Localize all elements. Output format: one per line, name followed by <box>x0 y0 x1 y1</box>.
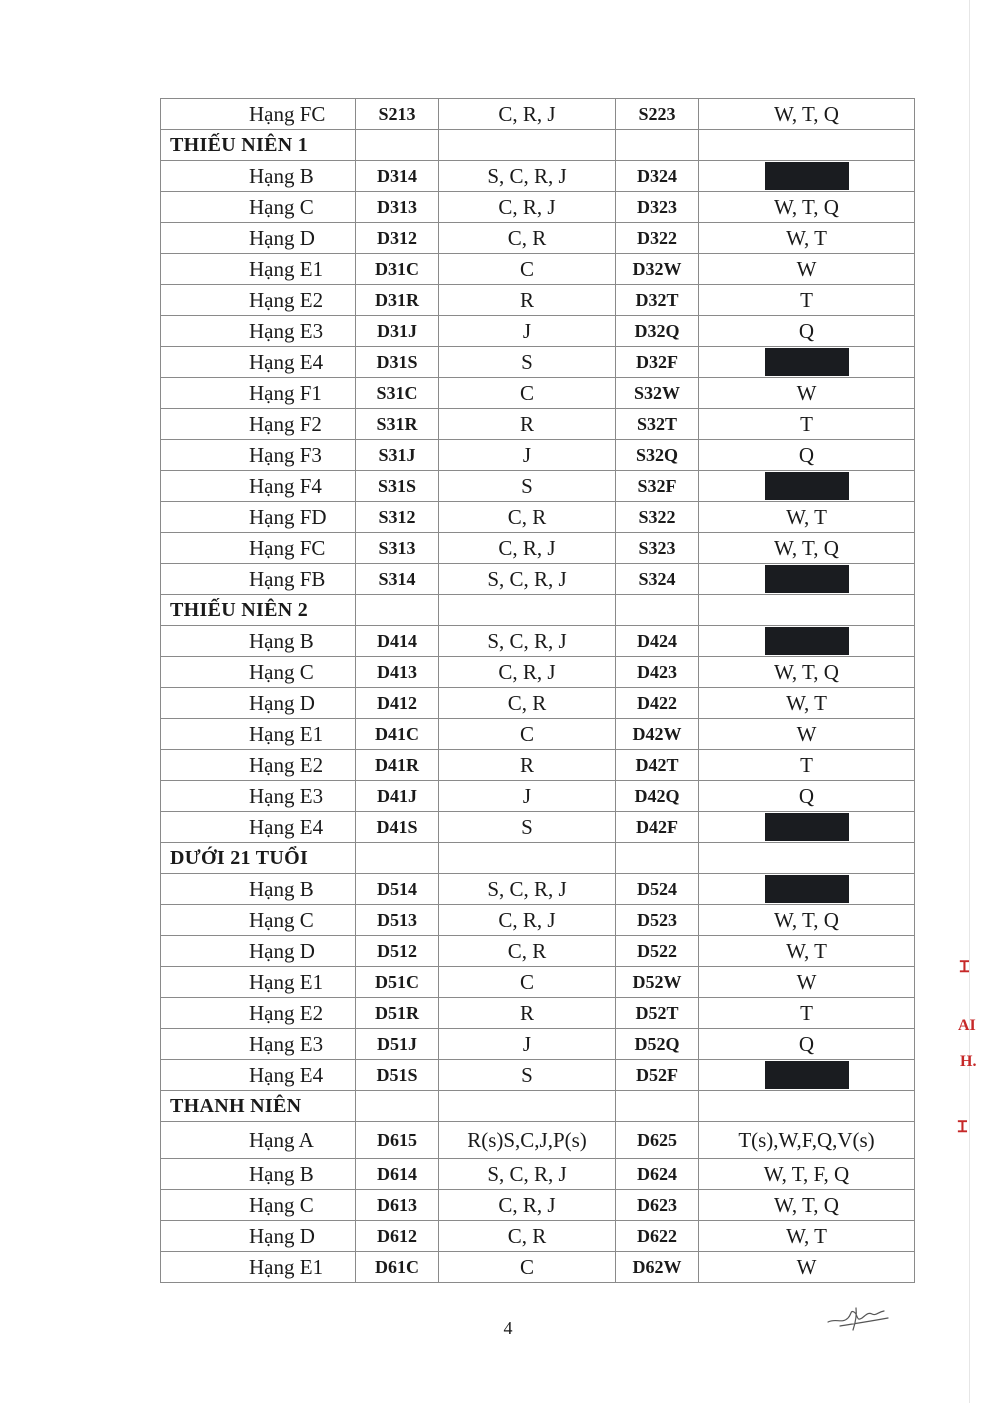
rank-cell: Hạng B <box>161 1159 356 1190</box>
rank-cell: Hạng F1 <box>161 378 356 409</box>
section-blank-events2 <box>699 843 915 874</box>
doubles-code-cell: S323 <box>616 533 699 564</box>
doubles-events-cell <box>699 874 915 905</box>
table-row <box>161 781 915 812</box>
table-row <box>161 440 915 471</box>
singles-code-cell: D41S <box>356 812 439 843</box>
doubles-events-cell <box>699 1060 915 1091</box>
table-row <box>161 688 915 719</box>
section-blank-events2 <box>699 595 915 626</box>
singles-events-cell: C, R <box>439 502 616 533</box>
singles-code-cell: S31J <box>356 440 439 471</box>
rank-cell: Hạng D <box>161 688 356 719</box>
singles-events-cell: S, C, R, J <box>439 626 616 657</box>
section-title: DƯỚI 21 TUỔI <box>161 843 356 874</box>
singles-code-cell: D51S <box>356 1060 439 1091</box>
singles-code-cell: D31S <box>356 347 439 378</box>
section-blank-code2 <box>616 1091 699 1122</box>
section-header-row <box>161 595 915 626</box>
doubles-code-cell: D422 <box>616 688 699 719</box>
singles-code-cell: D312 <box>356 223 439 254</box>
singles-events-cell: C, R, J <box>439 905 616 936</box>
singles-code-cell: D413 <box>356 657 439 688</box>
rank-cell: Hạng C <box>161 657 356 688</box>
doubles-events-cell: W, T, Q <box>699 99 915 130</box>
redaction-block <box>765 875 849 903</box>
singles-events-cell: S, C, R, J <box>439 161 616 192</box>
rank-cell: Hạng E2 <box>161 750 356 781</box>
rank-cell: Hạng E1 <box>161 1252 356 1283</box>
rank-cell: Hạng D <box>161 1221 356 1252</box>
table-row <box>161 192 915 223</box>
singles-events-cell: C, R, J <box>439 533 616 564</box>
doubles-code-cell: D624 <box>616 1159 699 1190</box>
doubles-code-cell: D622 <box>616 1221 699 1252</box>
doubles-code-cell: D324 <box>616 161 699 192</box>
singles-events-cell: R <box>439 285 616 316</box>
doubles-code-cell: S32F <box>616 471 699 502</box>
doubles-events-cell <box>699 161 915 192</box>
singles-events-cell: J <box>439 781 616 812</box>
table-row <box>161 1252 915 1283</box>
doubles-code-cell: D623 <box>616 1190 699 1221</box>
rank-cell: Hạng E4 <box>161 347 356 378</box>
rank-cell: Hạng FC <box>161 533 356 564</box>
doubles-code-cell: D52F <box>616 1060 699 1091</box>
redaction-block <box>765 813 849 841</box>
doubles-code-cell: D625 <box>616 1122 699 1159</box>
rank-cell: Hạng F2 <box>161 409 356 440</box>
rank-cell: Hạng E4 <box>161 812 356 843</box>
doubles-code-cell: D322 <box>616 223 699 254</box>
doubles-events-cell: T <box>699 285 915 316</box>
singles-code-cell: D41C <box>356 719 439 750</box>
singles-events-cell: R <box>439 750 616 781</box>
doubles-events-cell <box>699 626 915 657</box>
singles-events-cell: S <box>439 812 616 843</box>
doubles-code-cell: D52T <box>616 998 699 1029</box>
redaction-block <box>765 565 849 593</box>
singles-code-cell: S213 <box>356 99 439 130</box>
table-row <box>161 1159 915 1190</box>
section-header-row <box>161 130 915 161</box>
section-blank-code1 <box>356 595 439 626</box>
singles-code-cell: D513 <box>356 905 439 936</box>
table-row <box>161 1029 915 1060</box>
stamp-text-2: AI <box>958 1017 976 1034</box>
doubles-events-cell: W, T, Q <box>699 533 915 564</box>
doubles-events-cell: W, T <box>699 502 915 533</box>
doubles-code-cell: S322 <box>616 502 699 533</box>
singles-events-cell: S <box>439 1060 616 1091</box>
doubles-code-cell: D32Q <box>616 316 699 347</box>
singles-code-cell: S31R <box>356 409 439 440</box>
singles-events-cell: C <box>439 378 616 409</box>
table-row <box>161 378 915 409</box>
singles-events-cell: S, C, R, J <box>439 564 616 595</box>
rank-cell: Hạng D <box>161 223 356 254</box>
singles-events-cell: J <box>439 440 616 471</box>
doubles-code-cell: D42Q <box>616 781 699 812</box>
doubles-events-cell: W, T, Q <box>699 1190 915 1221</box>
singles-events-cell: C <box>439 254 616 285</box>
singles-code-cell: D41J <box>356 781 439 812</box>
doubles-code-cell: D62W <box>616 1252 699 1283</box>
singles-code-cell: D51C <box>356 967 439 998</box>
doubles-events-cell: W <box>699 967 915 998</box>
table-row <box>161 626 915 657</box>
singles-events-cell: R(s)S,C,J,P(s) <box>439 1122 616 1159</box>
section-blank-code2 <box>616 843 699 874</box>
singles-events-cell: R <box>439 998 616 1029</box>
singles-code-cell: D51R <box>356 998 439 1029</box>
doubles-code-cell: D524 <box>616 874 699 905</box>
rank-cell: Hạng D <box>161 936 356 967</box>
doubles-events-cell: W, T <box>699 936 915 967</box>
rank-cell: Hạng C <box>161 905 356 936</box>
doubles-code-cell: D522 <box>616 936 699 967</box>
singles-events-cell: S <box>439 347 616 378</box>
singles-code-cell: D31J <box>356 316 439 347</box>
table-row <box>161 719 915 750</box>
doubles-events-cell: Q <box>699 316 915 347</box>
rank-cell: Hạng E3 <box>161 316 356 347</box>
doubles-events-cell <box>699 471 915 502</box>
singles-code-cell: D613 <box>356 1190 439 1221</box>
table-row <box>161 502 915 533</box>
doubles-code-cell: D323 <box>616 192 699 223</box>
doubles-events-cell <box>699 564 915 595</box>
stamp-text-4: Ɪ <box>958 1119 967 1136</box>
rank-cell: Hạng FB <box>161 564 356 595</box>
singles-events-cell: C, R <box>439 688 616 719</box>
table-row <box>161 316 915 347</box>
singles-code-cell: D41R <box>356 750 439 781</box>
rank-cell: Hạng E2 <box>161 285 356 316</box>
redaction-block <box>765 162 849 190</box>
doubles-code-cell: D32T <box>616 285 699 316</box>
singles-events-cell: C, R, J <box>439 657 616 688</box>
doubles-events-cell: W, T, Q <box>699 905 915 936</box>
table-row <box>161 285 915 316</box>
singles-code-cell: D61C <box>356 1252 439 1283</box>
doubles-events-cell: W, T <box>699 688 915 719</box>
doubles-code-cell: S324 <box>616 564 699 595</box>
doubles-events-cell: T(s),W,F,Q,V(s) <box>699 1122 915 1159</box>
rank-cell: Hạng B <box>161 626 356 657</box>
rank-cell: Hạng E1 <box>161 254 356 285</box>
table-row <box>161 347 915 378</box>
doubles-events-cell <box>699 812 915 843</box>
doubles-events-cell: W <box>699 719 915 750</box>
rank-cell: Hạng B <box>161 161 356 192</box>
rank-cell: Hạng E3 <box>161 781 356 812</box>
doubles-code-cell: D32W <box>616 254 699 285</box>
redaction-block <box>765 472 849 500</box>
table-row <box>161 874 915 905</box>
table-row <box>161 254 915 285</box>
doubles-code-cell: D423 <box>616 657 699 688</box>
doubles-events-cell: W <box>699 378 915 409</box>
signature-mark <box>826 1304 892 1337</box>
doubles-events-cell <box>699 347 915 378</box>
rank-cell: Hạng F4 <box>161 471 356 502</box>
rank-cell: Hạng B <box>161 874 356 905</box>
table-row <box>161 223 915 254</box>
singles-events-cell: C <box>439 719 616 750</box>
singles-code-cell: D514 <box>356 874 439 905</box>
doubles-events-cell: Q <box>699 781 915 812</box>
table-row <box>161 657 915 688</box>
table-row <box>161 905 915 936</box>
redaction-block <box>765 348 849 376</box>
rank-cell: Hạng E4 <box>161 1060 356 1091</box>
redaction-block <box>765 627 849 655</box>
rank-cell: Hạng C <box>161 192 356 223</box>
ranking-table <box>160 98 915 1283</box>
rank-cell: Hạng E2 <box>161 998 356 1029</box>
table-row <box>161 967 915 998</box>
table-row <box>161 564 915 595</box>
doubles-events-cell: W, T, F, Q <box>699 1159 915 1190</box>
singles-events-cell: C, R, J <box>439 192 616 223</box>
rank-cell: Hạng E3 <box>161 1029 356 1060</box>
doubles-events-cell: W, T <box>699 223 915 254</box>
section-blank-events2 <box>699 1091 915 1122</box>
singles-events-cell: J <box>439 1029 616 1060</box>
section-title: THIẾU NIÊN 1 <box>161 130 356 161</box>
singles-events-cell: C, R <box>439 223 616 254</box>
doubles-code-cell: D52Q <box>616 1029 699 1060</box>
singles-code-cell: S314 <box>356 564 439 595</box>
singles-events-cell: J <box>439 316 616 347</box>
rank-cell: Hạng FC <box>161 99 356 130</box>
doubles-events-cell: T <box>699 750 915 781</box>
section-blank-events1 <box>439 843 616 874</box>
singles-code-cell: S312 <box>356 502 439 533</box>
table-row <box>161 1122 915 1159</box>
doubles-code-cell: D42W <box>616 719 699 750</box>
singles-code-cell: D614 <box>356 1159 439 1190</box>
section-header-row <box>161 843 915 874</box>
doubles-code-cell: S32Q <box>616 440 699 471</box>
singles-events-cell: R <box>439 409 616 440</box>
section-title: THIẾU NIÊN 2 <box>161 595 356 626</box>
table-row <box>161 533 915 564</box>
rank-cell: Hạng C <box>161 1190 356 1221</box>
doubles-events-cell: W, T, Q <box>699 657 915 688</box>
section-blank-events1 <box>439 130 616 161</box>
singles-events-cell: C, R <box>439 1221 616 1252</box>
singles-code-cell: D314 <box>356 161 439 192</box>
table-row <box>161 812 915 843</box>
section-blank-code1 <box>356 130 439 161</box>
singles-code-cell: D313 <box>356 192 439 223</box>
doubles-code-cell: D32F <box>616 347 699 378</box>
section-header-row <box>161 1091 915 1122</box>
doubles-events-cell: W <box>699 1252 915 1283</box>
rank-cell: Hạng A <box>161 1122 356 1159</box>
doubles-events-cell: Q <box>699 1029 915 1060</box>
red-stamp-fragment <box>956 955 984 1145</box>
stamp-text-1: Ɪ <box>960 959 969 976</box>
doubles-code-cell: D42T <box>616 750 699 781</box>
doubles-events-cell: Q <box>699 440 915 471</box>
section-title: THANH NIÊN <box>161 1091 356 1122</box>
table-row <box>161 936 915 967</box>
rank-cell: Hạng FD <box>161 502 356 533</box>
section-blank-code2 <box>616 130 699 161</box>
page-number: 4 <box>503 1318 513 1338</box>
table-row <box>161 750 915 781</box>
rank-cell: Hạng E1 <box>161 967 356 998</box>
singles-code-cell: D612 <box>356 1221 439 1252</box>
table-row <box>161 99 915 130</box>
section-blank-code2 <box>616 595 699 626</box>
singles-code-cell: D414 <box>356 626 439 657</box>
rank-cell: Hạng E1 <box>161 719 356 750</box>
ranking-table-body <box>161 99 915 1283</box>
doubles-code-cell: S32W <box>616 378 699 409</box>
singles-events-cell: S, C, R, J <box>439 874 616 905</box>
table-row <box>161 1060 915 1091</box>
rank-cell: Hạng F3 <box>161 440 356 471</box>
singles-code-cell: D412 <box>356 688 439 719</box>
redaction-block <box>765 1061 849 1089</box>
singles-code-cell: S31C <box>356 378 439 409</box>
singles-code-cell: D51J <box>356 1029 439 1060</box>
singles-events-cell: S, C, R, J <box>439 1159 616 1190</box>
doubles-events-cell: W, T <box>699 1221 915 1252</box>
doubles-code-cell: D424 <box>616 626 699 657</box>
section-blank-events1 <box>439 595 616 626</box>
stamp-text-3: H. <box>960 1053 977 1070</box>
table-row <box>161 471 915 502</box>
singles-events-cell: C, R <box>439 936 616 967</box>
doubles-code-cell: D52W <box>616 967 699 998</box>
doubles-events-cell: W <box>699 254 915 285</box>
singles-code-cell: S313 <box>356 533 439 564</box>
section-blank-code1 <box>356 843 439 874</box>
singles-code-cell: D31R <box>356 285 439 316</box>
doubles-code-cell: S223 <box>616 99 699 130</box>
doubles-code-cell: D523 <box>616 905 699 936</box>
singles-events-cell: S <box>439 471 616 502</box>
table-row <box>161 161 915 192</box>
section-blank-events2 <box>699 130 915 161</box>
section-blank-events1 <box>439 1091 616 1122</box>
doubles-events-cell: W, T, Q <box>699 192 915 223</box>
scan-edge-line <box>969 0 970 1403</box>
section-blank-code1 <box>356 1091 439 1122</box>
singles-code-cell: S31S <box>356 471 439 502</box>
doubles-events-cell: T <box>699 998 915 1029</box>
singles-code-cell: D512 <box>356 936 439 967</box>
singles-events-cell: C <box>439 967 616 998</box>
singles-events-cell: C <box>439 1252 616 1283</box>
singles-code-cell: D31C <box>356 254 439 285</box>
doubles-code-cell: S32T <box>616 409 699 440</box>
singles-code-cell: D615 <box>356 1122 439 1159</box>
singles-events-cell: C, R, J <box>439 1190 616 1221</box>
singles-events-cell: C, R, J <box>439 99 616 130</box>
doubles-code-cell: D42F <box>616 812 699 843</box>
table-row <box>161 409 915 440</box>
table-row <box>161 1221 915 1252</box>
doubles-events-cell: T <box>699 409 915 440</box>
table-row <box>161 1190 915 1221</box>
table-row <box>161 998 915 1029</box>
